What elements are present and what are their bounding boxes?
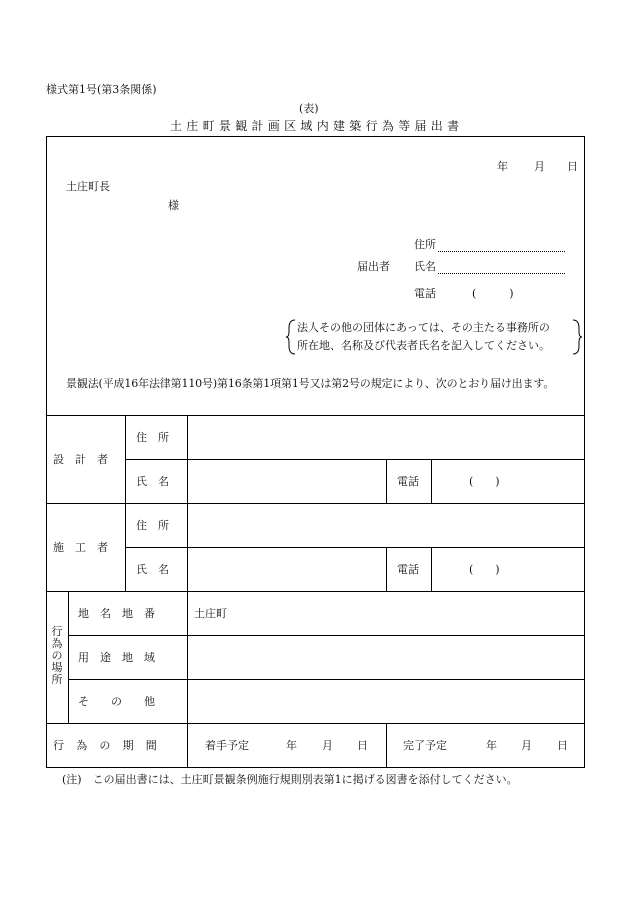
divider [431, 547, 432, 591]
corporate-note-line1: 法人その他の団体にあっては、その主たる事務所の [297, 321, 550, 334]
notifier-address-field[interactable] [438, 251, 565, 252]
designer-name-field[interactable] [188, 460, 385, 502]
constructor-address-field[interactable] [188, 504, 584, 546]
constructor-name-field[interactable] [188, 548, 385, 590]
end-label: 完了予定 [403, 739, 447, 752]
divider [187, 723, 188, 768]
date-year-label: 年 [497, 160, 508, 173]
designer-name-label: 氏 名 [136, 475, 169, 488]
addressee: 土庄町長 [66, 180, 110, 193]
other-label: そ の 他 [78, 695, 155, 708]
designer-phone-field[interactable]: ( ) [469, 475, 500, 488]
end-month-label: 月 [521, 739, 532, 752]
front-label: (表) [299, 102, 319, 115]
zoning-label: 用 途 地 域 [78, 651, 155, 664]
constructor-phone-field[interactable]: ( ) [469, 563, 500, 576]
notifier-phone-label: 電話 [414, 287, 436, 300]
divider [431, 459, 432, 503]
start-label: 着手予定 [205, 739, 249, 752]
notifier-name-label: 氏名 [414, 260, 436, 273]
date-day-label: 日 [567, 160, 578, 173]
notifier-phone-parens[interactable]: ( ) [472, 287, 514, 300]
constructor-address-label: 住 所 [136, 519, 169, 532]
notifier-name-field[interactable] [438, 273, 565, 274]
constructor-name-label: 氏 名 [136, 563, 169, 576]
notifier-label: 届出者 [357, 260, 390, 273]
lot-value[interactable]: 土庄町 [194, 607, 227, 620]
date-month-label: 月 [534, 160, 545, 173]
divider [386, 547, 387, 591]
start-year-label: 年 [286, 739, 297, 752]
statement: 景観法(平成16年法律第110号)第16条第1項第1号又は第2号の規定により、次のとおり届け出ます。 [66, 377, 555, 390]
designer-address-field[interactable] [188, 416, 584, 458]
location-label: 行為の場所 [51, 625, 63, 686]
zoning-field[interactable] [188, 636, 584, 678]
start-day-label: 日 [357, 739, 368, 752]
divider [125, 415, 126, 591]
divider [386, 723, 387, 768]
designer-label: 設 計 者 [53, 453, 108, 466]
divider [68, 591, 69, 723]
start-month-label: 月 [322, 739, 333, 752]
divider [46, 591, 585, 592]
divider [46, 723, 585, 724]
form-number: 様式第1号(第3条関係) [46, 83, 157, 96]
corporate-note-line2: 所在地、名称及び代表者氏名を記入してください。 [297, 339, 550, 352]
other-field[interactable] [188, 680, 584, 722]
notifier-address-label: 住所 [414, 238, 436, 251]
constructor-phone-label: 電話 [397, 563, 419, 576]
page-title: 土庄町景観計画区域内建築行為等届出書 [170, 119, 464, 133]
designer-phone-label: 電話 [397, 475, 419, 488]
lot-label: 地 名 地 番 [78, 607, 155, 620]
end-day-label: 日 [557, 739, 568, 752]
honorific: 様 [168, 199, 179, 212]
designer-address-label: 住 所 [136, 431, 169, 444]
footnote: (注) この届出書には、土庄町景観条例施行規則別表第1に掲げる図書を添付してください。 [62, 773, 518, 786]
constructor-label: 施 工 者 [53, 541, 108, 554]
period-label: 行 為 の 期 間 [53, 739, 158, 752]
end-year-label: 年 [486, 739, 497, 752]
divider [386, 459, 387, 503]
